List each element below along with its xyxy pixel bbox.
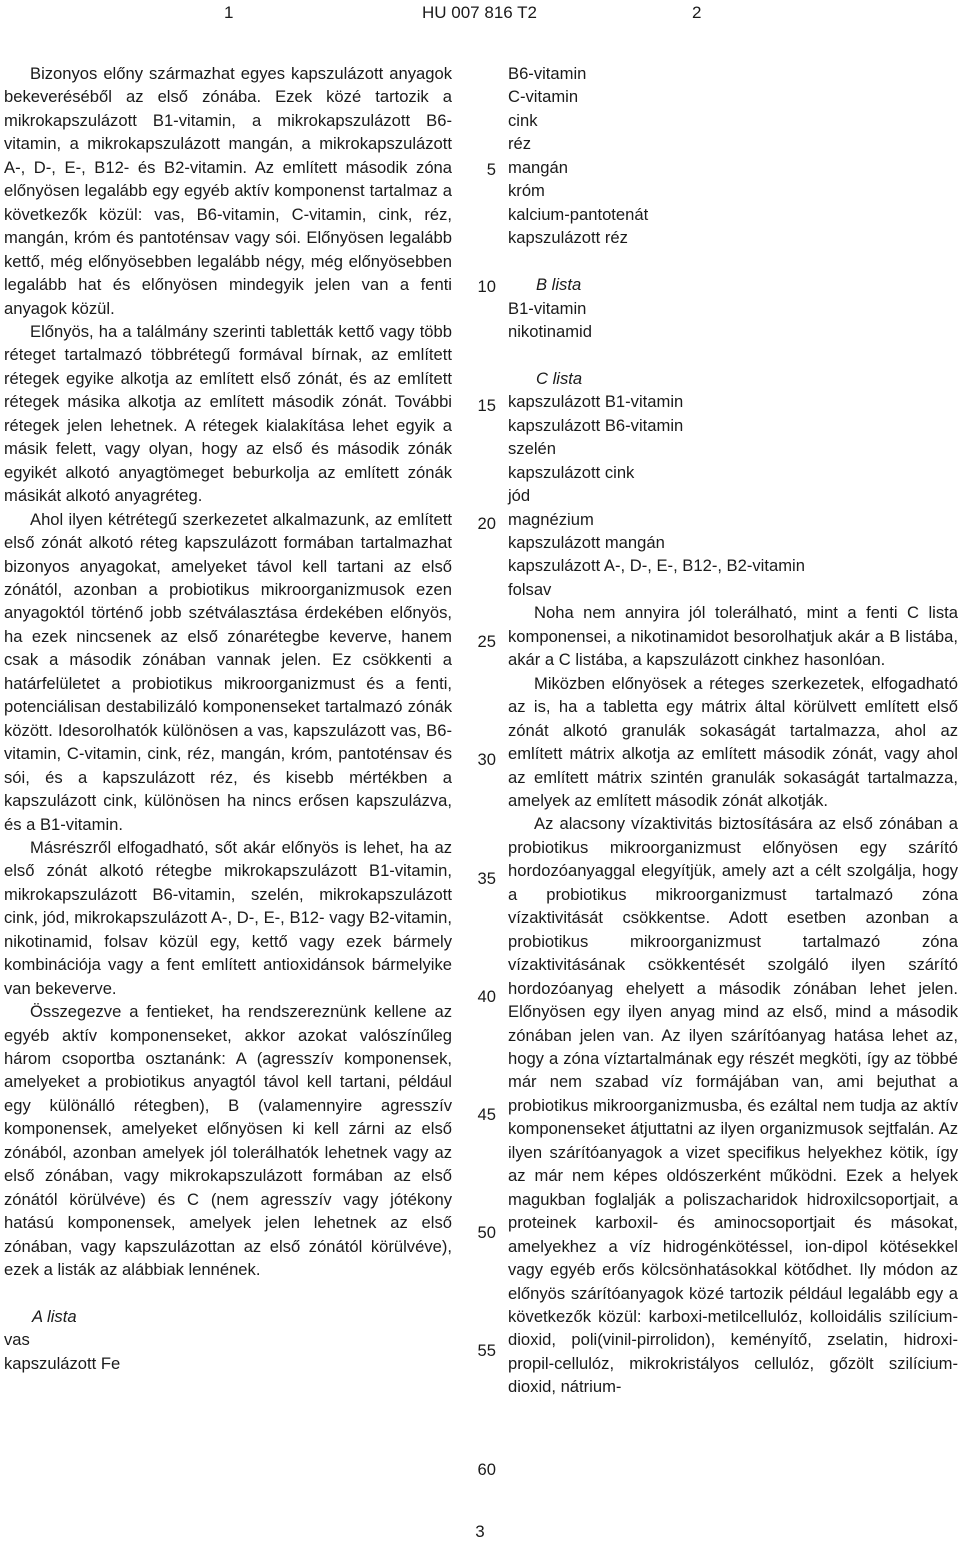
line-number: 5 [486, 160, 496, 179]
list-item: kapszulázott cink [508, 462, 635, 482]
page-header [0, 0, 960, 30]
left-column [4, 62, 452, 1375]
line-number: 35 [477, 869, 496, 888]
list-item: króm [508, 181, 545, 201]
right-column [508, 62, 958, 1399]
list-item: B1-vitamin [508, 298, 587, 318]
list-item: kapszulázott B6-vitamin [508, 415, 684, 435]
line-number: 45 [477, 1105, 496, 1124]
spacer [508, 343, 958, 366]
line-number: 15 [477, 396, 496, 415]
list-item: kapszulázott A-, D-, E-, B12-, B2-vitamin [508, 556, 805, 576]
spacer [4, 1282, 452, 1305]
line-number: 55 [477, 1341, 496, 1360]
page-number-right: 2 [692, 3, 702, 22]
list-item: nikotinamid [508, 321, 592, 341]
list-item: kapszulázott mangán [508, 533, 665, 553]
line-number: 40 [477, 987, 496, 1006]
line-number: 10 [477, 277, 496, 296]
line-number: 20 [477, 514, 496, 533]
page-footer: 3 [475, 1522, 485, 1541]
paragraph: Bizonyos előny származhat egyes kapszulázott anyagok bekeveréséből az első zónába. Ezek közé tartozik a mikrokapszulázott B1-vitamin, a mikrokapszulázott B6-vitamin, a mikrokapszulázott mangán, a mikrokapszulázott A-, D-, E-, B12- és B2-vitamin. Az említett második zóna előnyösen legalább egy egyéb aktív komponenst tartalmaz a következők közül: vas, B6-vitamin, C-vitamin, cink, réz, mangán, króm és pantoténsav vagy sói. Előnyösen legalább kettő, még előnyösebben legalább négy, még előnyösebben legalább hat és előnyösen mindegyik jelen van a fenti anyagok közül. [4, 64, 452, 318]
list-item: kapszulázott Fe [4, 1353, 121, 1373]
list-item: szelén [508, 439, 556, 459]
paragraph: Noha nem annyira jól tolerálható, mint a fenti C lista komponensei, a nikotinamidot besorolhatjuk akár a B listába, akár a C listába, a kapszulázott cinkhez hasonlóan. [508, 603, 958, 670]
paragraph: Másrészről elfogadható, sőt akár előnyös is lehet, ha az első zónát alkotó rétegbe mikrokapszulázott B1-vitamin, mikrokapszulázott B6-vitamin, szelén, mikrokapszulázott cink, jód, mikrokapszulázott A-, D-, E-, B12- vagy B2-vitamin, nikotinamid, folsav közül egy, kettő vagy ezek bármely kombinációja vagy a fent említett antioxidánsok bármelyike van bekeverve. [4, 837, 452, 998]
list-item: vas [4, 1330, 30, 1350]
line-number: 30 [477, 750, 496, 769]
list-item: réz [508, 134, 532, 154]
paragraph: Ahol ilyen kétrétegű szerkezetet alkalmazunk, az említett első zónát alkotó réteg kapszulázott formában tartalmazhat bizonyos anyagokat, amelyeket távol kell tartani az első zónától, azonban a probiotikus mikroorganizmusok ezen anyagoktól történő jobb szétválasztása érdekében előnyös, ha ezek nincsenek az első zónarétegbe keverve, hanem csak a második zónában vannak jelen. Ez csökkenti a határfelületet a probiotikus mikroorganizmust és a fenti, potenciálisan destabilizáló komponenseket tartalmazó zónák között. Idesorolhatók különösen a vas, kapszulázott vas, B6-vitamin, C-vitamin, cink, réz, mangán, króm, pantoténsav és sói, és a kapszulázott réz, és kisebb mértékben a kapszulázott cink, különösen ha nincs erősen kapszulázva, és a B1-vitamin. [4, 509, 452, 834]
spacer [508, 250, 958, 273]
list-b-title: B lista [536, 275, 582, 295]
list-item: mangán [508, 157, 568, 177]
line-number: 25 [477, 632, 496, 651]
list-item: kapszulázott B1-vitamin [508, 392, 684, 412]
list-item: magnézium [508, 509, 594, 529]
list-a-title: A lista [32, 1307, 77, 1326]
line-number: 60 [477, 1460, 496, 1479]
paragraph: Az alacsony vízaktivitás biztosítására az első zónában a probiotikus mikroorganizmust előnyösen egy szárító hordozóanyaggal elegyítjük, amely azt a célt szolgálja, hogy a probiotikus mikroorganizmust tartalmazó zóna vízaktivitását csökkentse. Adott esetben azonban a probiotikus mikroorganizmust tartalmazó zóna vízaktivitásának csökkentését szolgáló ilyen szárító hordozóanyag ehelyett a második zónában lehet jelen. Előnyösen egy ilyen anyag mind az első, mind a második zónában jelen van. Az ilyen szárítóanyag hatása lehet az, hogy a zóna víztartalmának egy részét megköti, így az többé már nem szabad víz formájában van, ami bejuthat a probiotikus mikroorganizmusba, és ezáltal nem tudja az aktív komponenseket átjuttatni az ilyen organizmusok sejtfalán. Az ilyen szárítóanyagok a vizet specifikus helyekhez kötik, így az már nem képes oldószerként működni. Ezek a helyek magukban foglalják a poliszacharidok hidroxilcsoportjait, a proteinek karboxil- és aminocsoportjait és másokat, amelyekhez a víz hidrogénkötéssel, ion-dipol kötésekkel vagy egyéb erős kölcsönhatásokkal kötődhet. Ily módon az előnyös szárítóanyagok közé tartozik például legalább egy a következők közül: karboxi-metilcellulóz, kolloidális szilícium-dioxid, poli(vinil-pirrolidon), keményítő, zselatin, hidroxi-propil-cellulóz, mikrokristályos cellulóz, gőzölt szilícium-dioxid, nátrium- [508, 814, 958, 1397]
list-item: cink [508, 110, 538, 130]
list-item: jód [508, 486, 531, 506]
list-item: B6-vitamin [508, 64, 587, 83]
list-item: kalcium-pantotenát [508, 204, 649, 224]
document-id: HU 007 816 T2 [422, 3, 537, 22]
list-item: kapszulázott réz [508, 228, 628, 248]
list-item: folsav [508, 579, 552, 599]
paragraph: Előnyös, ha a találmány szerinti tabletták kettő vagy több réteget tartalmazó többrétegű formával bírnak, az említett rétegek egyike alkotja az említett első zónát, és az említett rétegek másika alkotja az említett második zónát. További rétegek jelen lehetnek. A rétegek kialakítása lehet egyik a másik felett, vagy olyan, hogy az első és második zónák egyikét alkotó anyagtömeget beburkolja az említett zónák másikát alkotó anyagréteg. [4, 321, 452, 506]
page-number-left: 1 [224, 3, 234, 22]
list-item: C-vitamin [508, 87, 579, 107]
list-c-title: C lista [536, 368, 583, 388]
paragraph: Miközben előnyösek a réteges szerkezetek, elfogadható az is, ha a tabletta egy mátrix által körülvett említett első zónát alkotó granulák sokaságát tartalmazza, ahol az említett mátrix alkotja az említett második zónát, vagy ahol az említett mátrix szintén granulák sokaságát tartalmazza, amelyek az említett második zónát alkotják. [508, 673, 958, 811]
line-number: 50 [477, 1223, 496, 1242]
paragraph: Összegezve a fentieket, ha rendszereznünk kellene az egyéb aktív komponenseket, akkor azokat valószínűleg három csoportba osztanánk: A (agresszív komponensek, amelyeket a probiotikus anyagtól távol kell tartani, például egy különálló rétegben), B (valamennyire agresszív komponensek, amelyeket előnyösen ki kell zárni az első zónából, azonban amelyek jól tolerálhatók lehetnek vagy az első zónában, vagy mikrokapszulázott formában az első zónától körülvéve) és C (nem agresszív vagy jótékony hatású komponensek, amelyek jelen lehetnek az első zónában, vagy kapszulázottan az első zónától körülvéve), ezek a listák az alábbiak lennének. [4, 1002, 452, 1280]
